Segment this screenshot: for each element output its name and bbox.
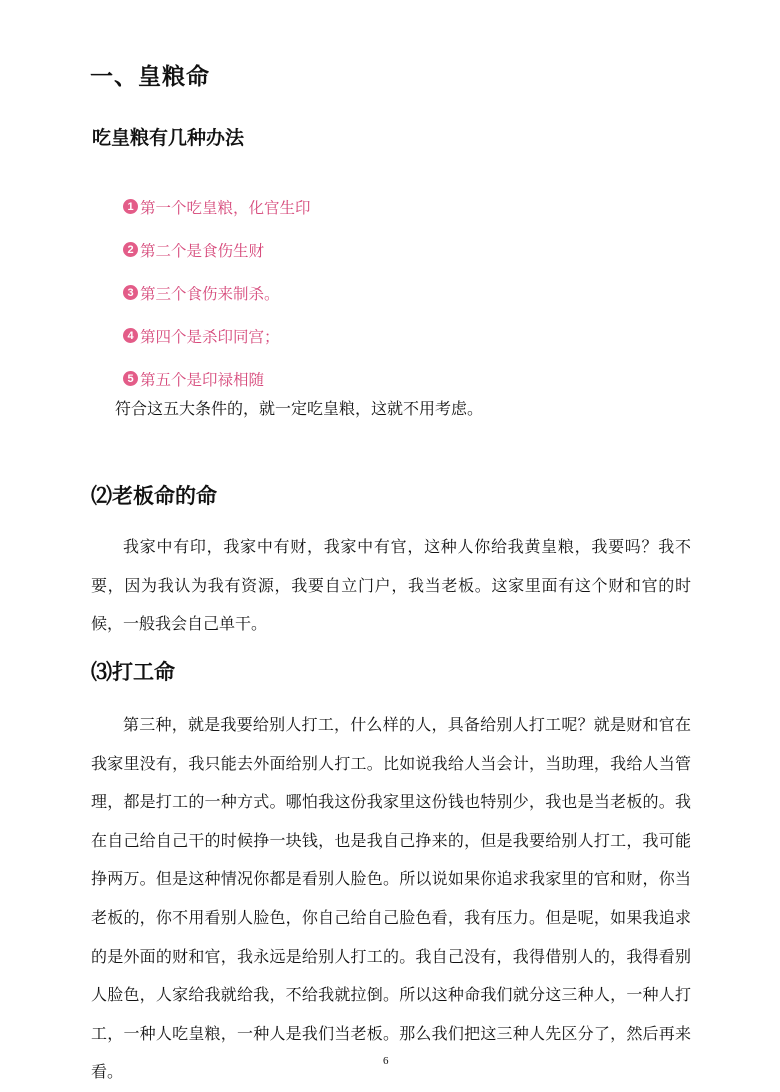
section-title-worker: ⑶打工命 (91, 659, 175, 684)
list-item (123, 228, 311, 271)
section-title-boss: ⑵老板命的命 (91, 483, 217, 508)
page-number: 6 (383, 1055, 389, 1067)
list-item-text: 第四个是杀印同宫； (140, 327, 280, 346)
section-title-imperial-grain: 一、皇粮命 (90, 64, 210, 90)
condition-list (123, 185, 311, 400)
paragraph-boss: 我家中有印，我家中有财，我家中有官，这种人你给我黄皇粮，我要吗？我不要，因为我认为我有资源，我要自立门户，我当老板。这家里面有这个财和官的时候，一般我会自己单干。 (91, 537, 691, 634)
list-item-text: 第五个是印禄相随 (140, 370, 265, 389)
list-item (123, 271, 311, 314)
list-item (123, 185, 311, 228)
list-item (123, 357, 311, 400)
circled-number-icon: 2 (123, 242, 138, 257)
section-subtitle: 吃皇粮有几种办法 (92, 127, 245, 149)
circled-number-icon: 4 (123, 328, 138, 343)
paragraph-worker: 第三种，就是我要给别人打工，什么样的人，具备给别人打工呢？就是财和官在我家里没有，我只能去外面给别人打工。比如说我给人当会计，当助理，我给人当管理，都是打工的一种方式。哪怕我这份我家里这份钱也特别少，我也是当老板的。我在自己给自己干的时候挣一块钱，也是我自己挣来的，但是我要给别人打工，我可能挣两万。但是这种情况你都是看别人脸色。所以说如果你追求我家里的官和财，你当老板的，你不用看别人脸色，你自己给自己脸色看，我有压力。但是呢，如果我追求的是外面的财和官，我永远是给别人打工的。我自己没有，我得借别人的，我得看别人脸色，人家给我就给我，不给我就拉倒。所以这种命我们就分这三种人，一种人打工，一种人吃皇粮，一种人是我们当老板。那么我们把这三种人先区分了，然后再来看。 (91, 715, 691, 1082)
summary-text: 符合这五大条件的，就一定吃皇粮，这就不用考虑。 (115, 399, 484, 418)
list-item-text: 第三个食伤来制杀。 (140, 284, 280, 303)
circled-number-icon: 1 (123, 199, 138, 214)
circled-number-icon: 3 (123, 285, 138, 300)
list-item-text: 第一个吃皇粮，化官生印 (140, 198, 311, 217)
list-item-text: 第二个是食伤生财 (140, 241, 265, 260)
circled-number-icon: 5 (123, 371, 138, 386)
list-item (123, 314, 311, 357)
